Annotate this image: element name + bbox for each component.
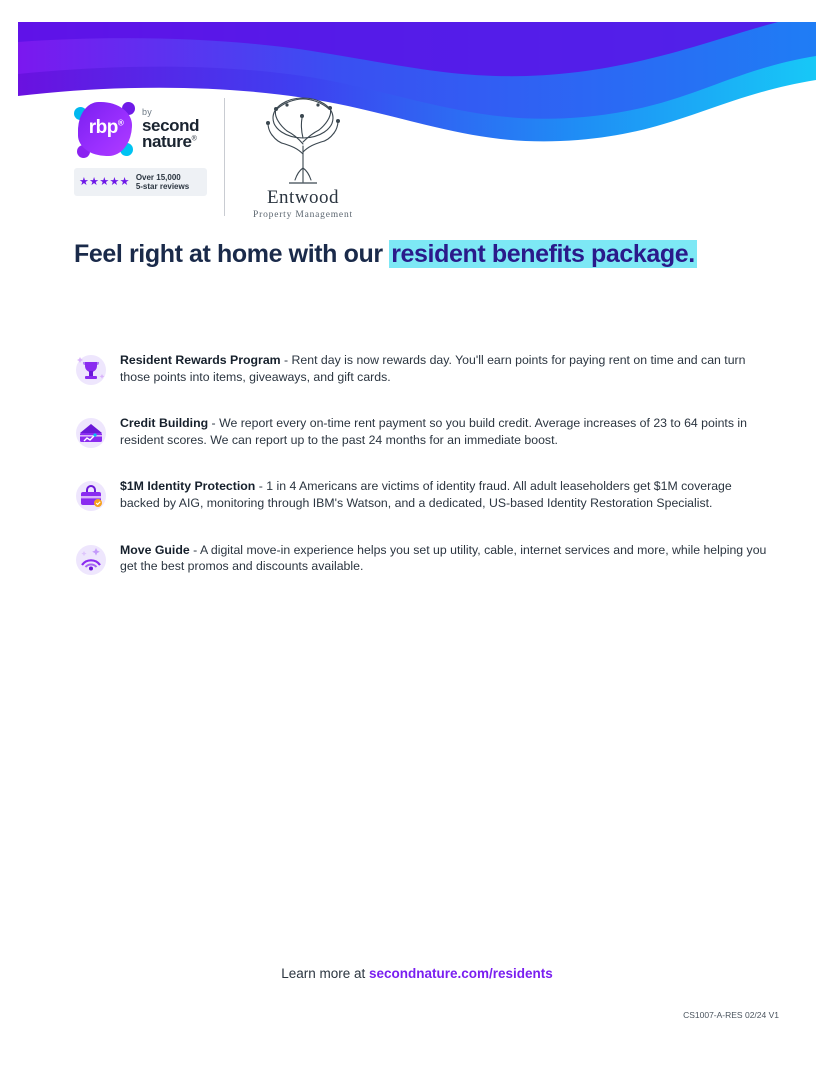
reviews-label: 5-star reviews xyxy=(135,182,190,191)
benefit-title: Credit Building xyxy=(120,416,209,431)
benefit-description: Rent day is now rewards day. You'll earn points for paying rent on time and can turn those points into items, giveaways, and gift cards. xyxy=(120,353,746,384)
benefits-list xyxy=(74,350,774,603)
benefit-description: 1 in 4 Americans are victims of identity fraud. All adult leaseholders get $1M coverage backed by AIG, monitoring through IBM's Watson, and a dedicated, US-based Identity Restoration Specialist. xyxy=(120,479,732,510)
rewards-trophy-icon xyxy=(74,352,108,386)
headline-lead: Feel right at home with our xyxy=(74,240,390,268)
benefit-text xyxy=(120,476,774,511)
rbp-badge-icon xyxy=(74,98,136,160)
by-label: by xyxy=(142,106,152,117)
move-guide-icon xyxy=(74,542,108,576)
entwood-subtitle: Property Management xyxy=(253,210,353,220)
identity-protection-icon xyxy=(74,478,108,512)
second-nature-line1: second xyxy=(142,115,200,135)
document-code: CS1007-A-RES 02/24 V1 xyxy=(683,1010,779,1020)
benefit-dash: - xyxy=(189,542,200,557)
footer-cta xyxy=(0,966,834,981)
second-nature-registered-mark: ® xyxy=(191,135,197,143)
benefit-text xyxy=(120,350,774,385)
headline-highlight: resident benefits package. xyxy=(391,240,695,268)
entwood-name: Entwood xyxy=(266,187,340,208)
tree-icon xyxy=(251,94,355,186)
rbp-logo-block xyxy=(74,98,214,196)
second-nature-wordmark xyxy=(142,108,199,150)
benefit-text xyxy=(120,540,774,575)
rbp-wordmark xyxy=(84,117,128,139)
benefit-description: We report every on-time rent payment so you build credit. Average increases of 23 to 64 points in resident scores. We can report up to the past 24 months for an immediate boost. xyxy=(120,416,747,447)
star-rating-icon: ★★★★★ xyxy=(79,175,130,188)
rbp-registered-mark: ® xyxy=(117,118,124,128)
reviews-badge xyxy=(74,168,207,196)
credit-building-icon xyxy=(74,415,108,449)
reviews-count: Over 15,000 xyxy=(135,172,181,182)
second-nature-line2 xyxy=(142,134,199,150)
rbp-wordmark-text: rbp xyxy=(88,117,118,138)
logo-divider xyxy=(224,98,225,216)
benefit-title: Move Guide xyxy=(120,542,190,557)
entwood-logo xyxy=(243,94,363,220)
benefit-description: A digital move-in experience helps you set up utility, cable, internet services and more, while helping you get the best promos and discounts available. xyxy=(120,542,767,574)
list-item xyxy=(74,413,774,448)
list-item xyxy=(74,350,774,385)
benefit-dash: - xyxy=(208,416,220,431)
reviews-text xyxy=(136,173,189,191)
learn-more-label: Learn more at xyxy=(281,966,369,981)
benefit-dash: - xyxy=(280,353,292,367)
list-item xyxy=(74,476,774,511)
second-nature-line2-text: nature xyxy=(142,132,192,151)
page-title xyxy=(74,240,774,269)
benefit-text xyxy=(120,413,774,448)
residents-link[interactable]: secondnature.com/residents xyxy=(368,966,553,981)
benefit-dash: - xyxy=(255,479,267,494)
logo-row xyxy=(74,98,363,224)
benefit-title: $1M Identity Protection xyxy=(120,479,256,494)
rbp-logo xyxy=(74,98,214,160)
list-item xyxy=(74,540,774,575)
benefit-title: Resident Rewards Program xyxy=(120,353,281,367)
